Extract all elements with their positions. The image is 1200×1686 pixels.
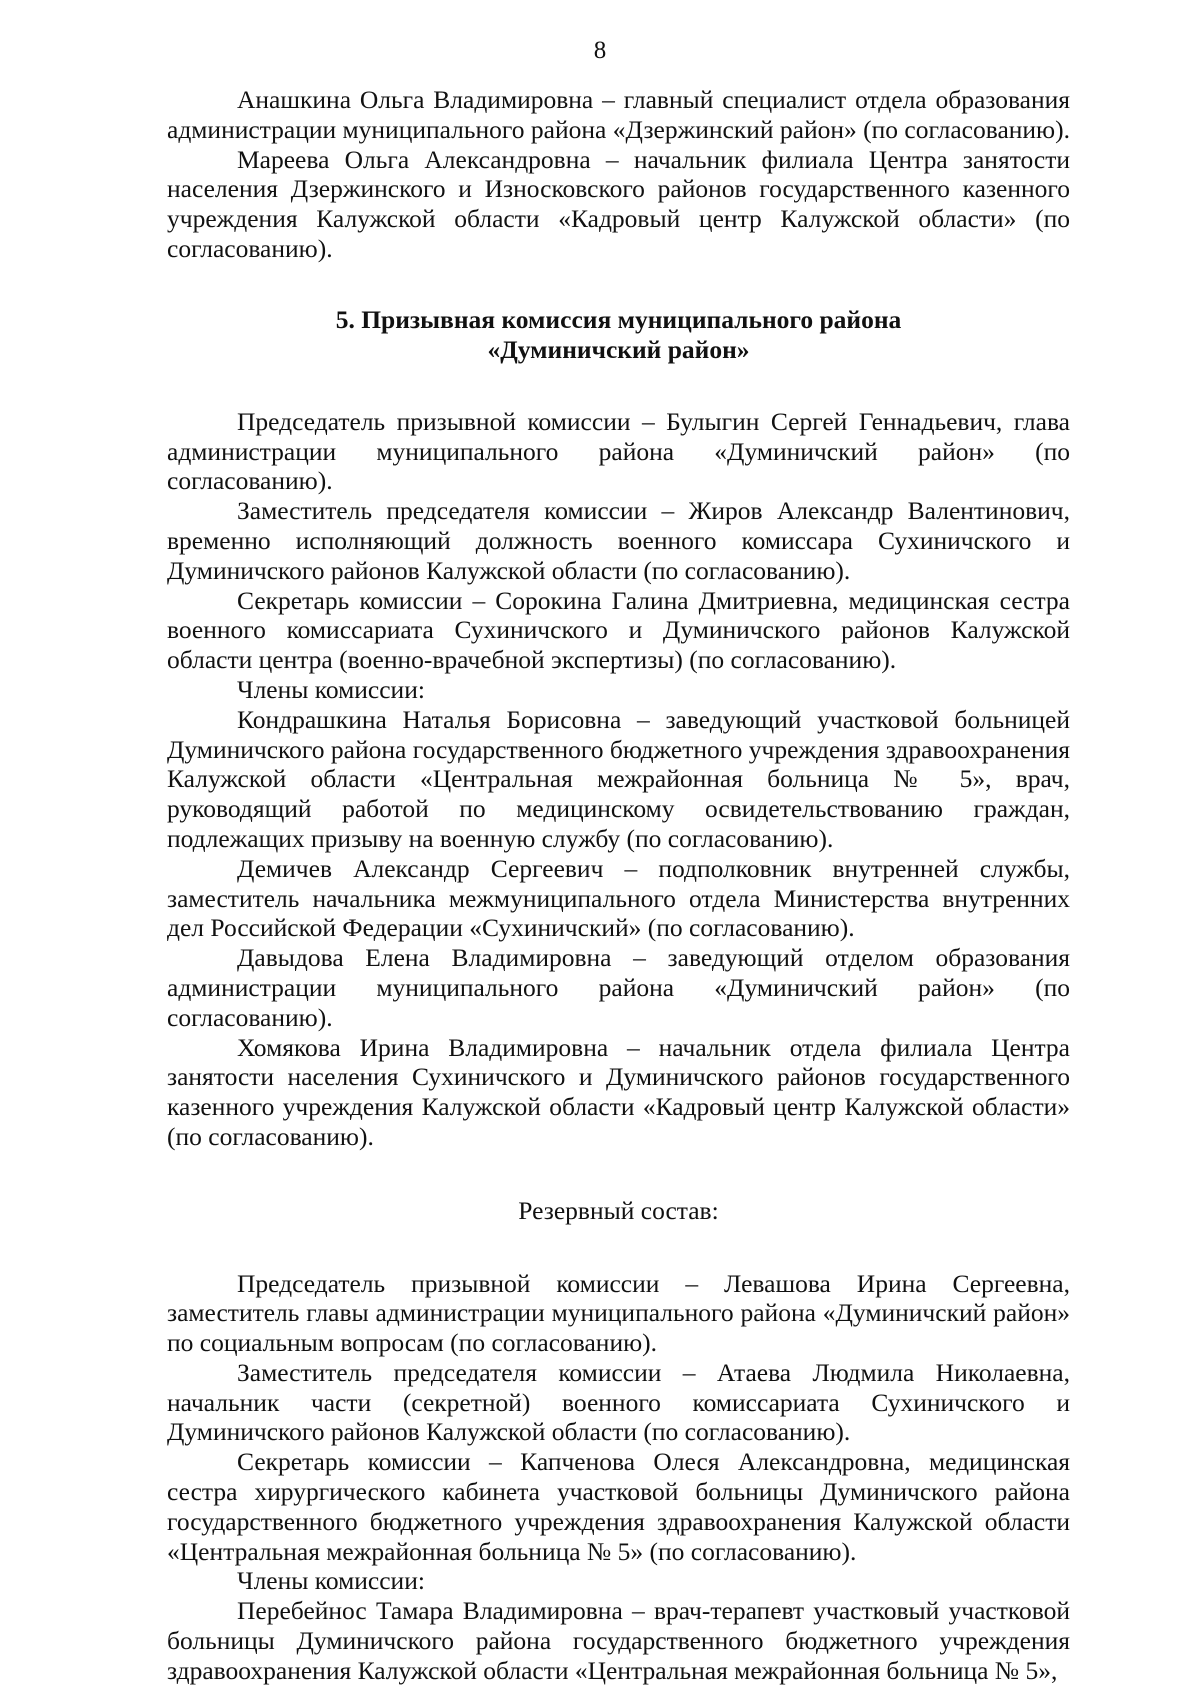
member-paragraph: Демичев Александр Сергеевич – подполковник внутренней службы, заместитель начальника межмуниципального отдела Министерства внутренних дел Российской Федерации «Сухиничский» (по согласованию). <box>167 853 1070 943</box>
member-paragraph: Заместитель председателя комиссии – Атаева Людмила Николаевна, начальник части (секретной) военного комиссариата Сухиничского и Думиничского районов Калужской области (по согласованию). <box>167 1357 1070 1447</box>
members-label: Члены комиссии: <box>237 674 425 704</box>
member-paragraph: Перебейнос Тамара Владимировна – врач-терапевт участковый участковой больницы Думиничского района государственного бюджетного учреждения здравоохранения Калужской области «Центральная межрайонная больница № 5», <box>167 1596 1070 1685</box>
page-number: 8 <box>593 37 607 64</box>
member-paragraph: Заместитель председателя комиссии – Жиров Александр Валентинович, временно исполняющий должность военного комиссара Сухиничского и Думиничского районов Калужской области (по согласованию). <box>167 496 1070 585</box>
member-paragraph: Давыдова Елена Владимировна – заведующий отделом образования администрации муниципального района «Думиничский район» (по согласованию). <box>167 943 1070 1032</box>
member-paragraph: Хомякова Ирина Владимировна – начальник отдела филиала Центра занятости населения Сухиничского и Думиничского районов государственного казенного учреждения Калужской области «Кадровый центр Калужской области» (по согласованию). <box>167 1032 1070 1151</box>
main-members-list <box>167 407 1070 1152</box>
member-paragraph: Кондрашкина Наталья Борисовна – заведующий участковой больницей Думиничского района государственного бюджетного учреждения здравоохранения Калужской области «Центральная межрайонная больница № 5», врач, руководящий работой по медицинскому освидетельствованию граждан, подлежащих призыву на военную службу (по согласованию). <box>167 704 1070 853</box>
member-paragraph: Секретарь комиссии – Сорокина Галина Дмитриевна, медицинская сестра военного комиссариата Сухиничского и Думиничского районов Калужской области центра (военно-врачебной экспертизы) (по согласованию). <box>167 585 1070 675</box>
section-title-line: «Думиничский район» <box>487 334 750 364</box>
document-body <box>167 85 1070 1686</box>
reserve-heading: Резервный состав: <box>518 1195 719 1225</box>
member-paragraph: Председатель призывной комиссии – Булыгин Сергей Геннадьевич, глава администрации муниципального района «Думиничский район» (по согласованию). <box>167 406 1070 496</box>
member-paragraph: Секретарь комиссии – Капченова Олеся Александровна, медицинская сестра хирургического кабинета участковой больницы Думиничского района государственного бюджетного учреждения здравоохранения Калужской области «Центральная межрайонная больница № 5» (по согласованию). <box>167 1447 1070 1566</box>
intro-paragraph: Анашкина Ольга Владимировна – главный специалист отдела образования администрации муниципального района «Дзержинский район» (по согласованию). <box>167 85 1070 144</box>
reserve-members-list <box>167 1269 1070 1686</box>
section-title-line: 5. Призывная комиссия муниципального района <box>335 304 902 334</box>
members-label: Члены комиссии: <box>237 1566 425 1596</box>
section-heading <box>167 305 1070 365</box>
intro-paragraph: Мареева Ольга Александровна – начальник филиала Центра занятости населения Дзержинского и Износковского районов государственного казенного учреждения Калужской области «Кадровый центр Калужской области» (по согласованию). <box>167 144 1070 263</box>
member-paragraph: Председатель призывной комиссии – Левашова Ирина Сергеевна, заместитель главы администрации муниципального района «Думиничский район» по социальным вопросам (по согласованию). <box>167 1268 1070 1358</box>
